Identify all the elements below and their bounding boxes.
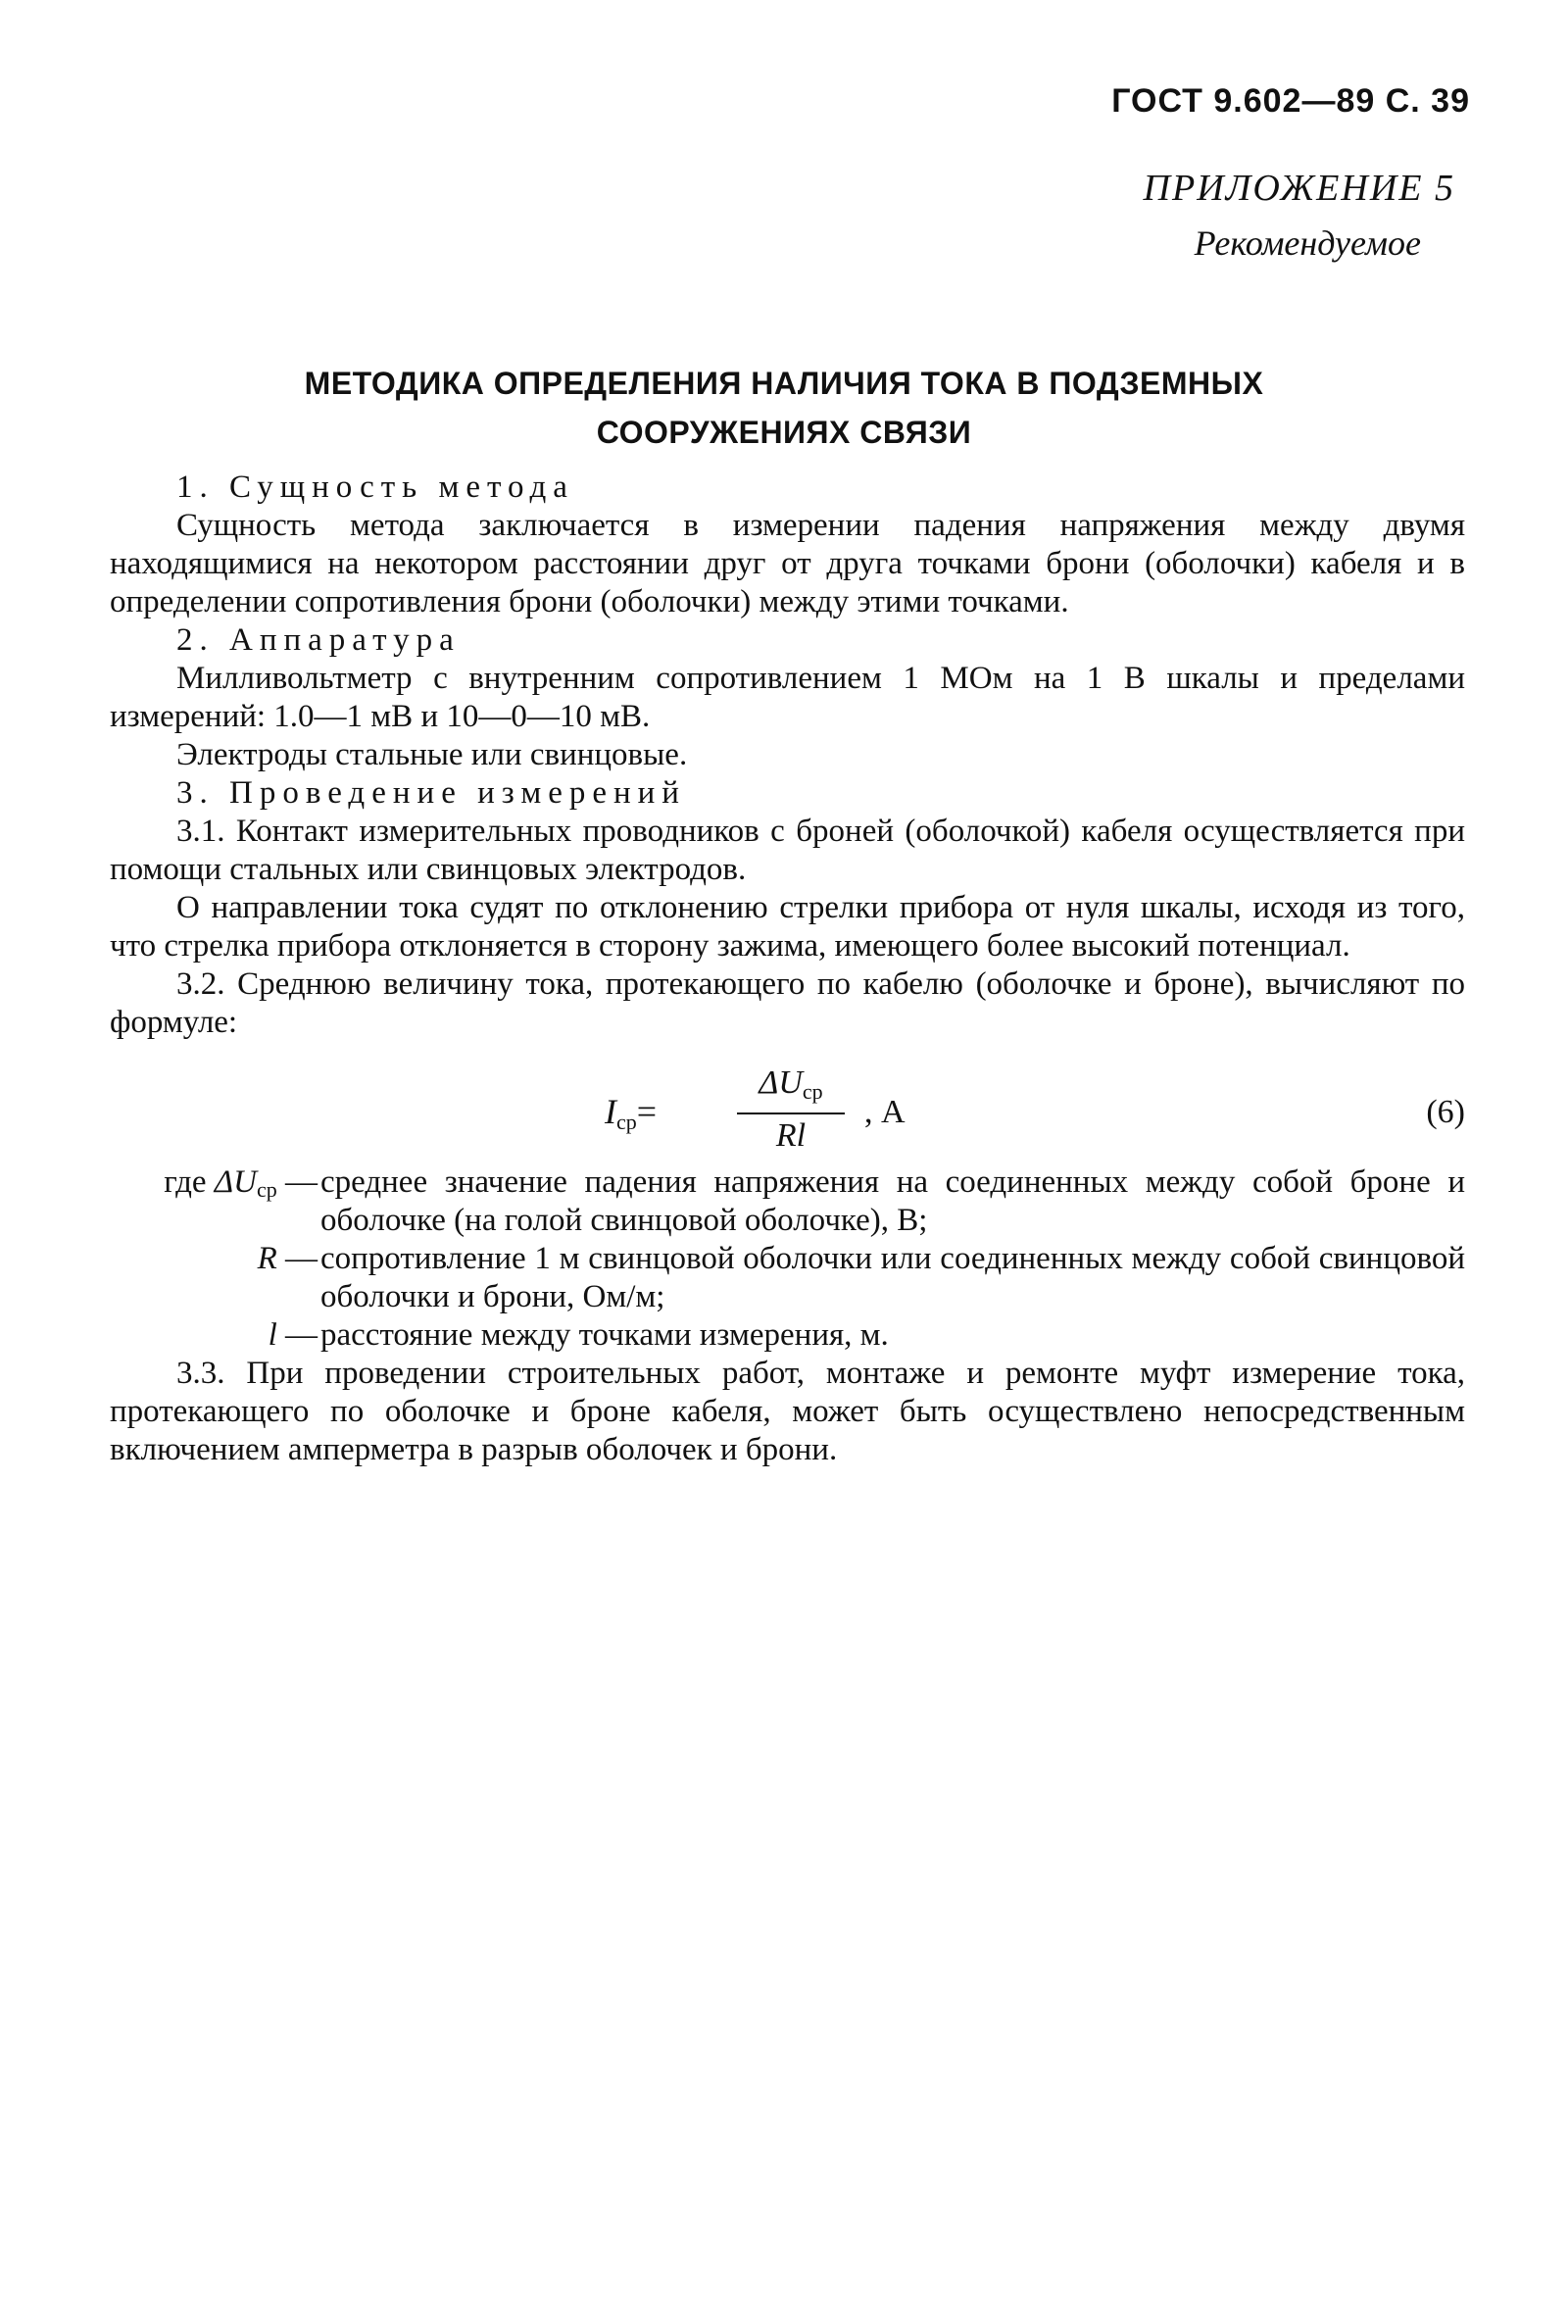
formula-numerator: $\Delta U_{ср}$ [737, 1063, 845, 1114]
formula-fraction [737, 1063, 845, 1155]
formula-denominator: Rl [775, 1117, 807, 1154]
paragraph-3-3: 3.3. При проведении строительных работ, монтаже и ремонте муфт измерение тока, протекающего по оболочке и броне кабеля, может быть осуществлено непосредственным включением амперметра в разрыв оболочек и брони. [110, 1356, 1465, 1467]
appendix-label: ПРИЛОЖЕНИЕ 5 [1143, 168, 1455, 209]
formula-unit: , А [864, 1094, 906, 1130]
definition-delta-u: где ΔUср — среднее значение падения напряжения на соединенных между собой броне и оболочке (на голой свинцовой оболочке), В; [164, 1164, 1465, 1238]
document-body [110, 469, 1465, 1469]
definition-r: R — сопротивление 1 м свинцовой оболочки или соединенных между собой свинцовой оболочки и брони, Ом/м; [257, 1241, 1465, 1314]
paragraph-3-1: 3.1. Контакт измерительных проводников с броней (оболочкой) кабеля осуществляется при помощи стальных или свинцовых электродов. [110, 814, 1465, 887]
title-line-2: СООРУЖЕНИЯХ СВЯЗИ [596, 415, 972, 450]
formula-number: (6) [1426, 1094, 1465, 1130]
section-1-heading: 1. Сущность метода [176, 470, 574, 505]
section-2-text-2: Электроды стальные или свинцовые. [176, 737, 688, 772]
paragraph-3-2: 3.2. Среднюю величину тока, протекающего по кабелю (оболочке и броне), вычисляют по формуле: [110, 966, 1465, 1040]
section-3-heading: 3. Проведение измерений [176, 775, 686, 811]
section-2-text-1: Милливольтметр с внутренним сопротивлением 1 МОм на 1 В шкалы и пределами измерений: 1.0—1 мВ и 10—0—10 мВ. [110, 661, 1465, 734]
formula-lhs: $I_{ср}=$ [605, 1092, 658, 1134]
paragraph-3-1-direction: О направлении тока судят по отклонению стрелки прибора от нуля шкалы, исходя из того, что стрелка прибора отклоняется в сторону зажима, имеющего более высокий потенциал. [110, 890, 1465, 964]
title-line-1: МЕТОДИКА ОПРЕДЕЛЕНИЯ НАЛИЧИЯ ТОКА В ПОДЗЕМНЫХ [304, 366, 1264, 401]
formula-6 [110, 1063, 1465, 1162]
section-2-heading: 2. Аппаратура [176, 622, 461, 658]
section-1-text: Сущность метода заключается в измерении падения напряжения между двумя находящимися на некотором расстоянии друг от друга точками брони (оболочки) кабеля и в определении сопротивления брони (оболочки) между этими точками. [110, 508, 1465, 619]
page-header: ГОСТ 9.602—89 С. 39 [1111, 82, 1470, 120]
appendix-status: Рекомендуемое [1194, 223, 1421, 263]
definition-l: l — расстояние между точками измерения, м. [268, 1317, 889, 1353]
document-title [98, 359, 1470, 457]
formula-definitions [110, 1163, 1465, 1355]
